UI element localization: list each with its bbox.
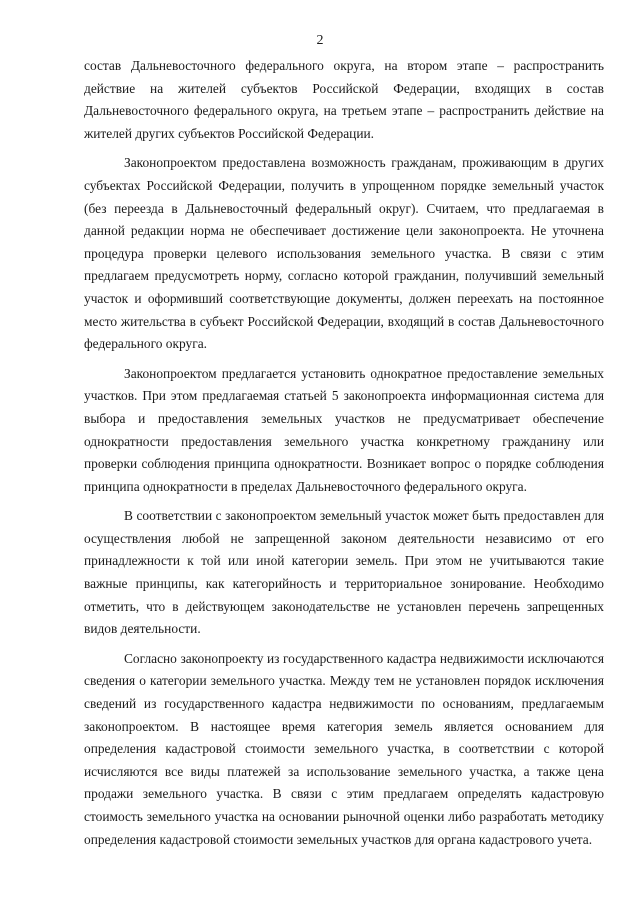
page-number: 2: [316, 33, 324, 48]
paragraph-land-without-relocation: Законопроектом предоставлена возможность гражданам, проживающим в других субъектах Российской Федерации, получить в упрощенном порядке земельный участок (без переезда в Дальневосточный федеральный округ). Считаем, что предлагаемая в данной редакции норма не обеспечивает достижение цели законопроекта. Не уточнена процедура проверки целевого использования земельного участка. В связи с этим предлагаем предусмотреть норму, согласно которой гражданин, получивший земельный участок и оформивший соответствующие документы, должен переехать на постоянное место жительства в субъект Российской Федерации, входящий в состав Дальневосточного федерального округа.: [84, 155, 604, 352]
document-body: [84, 55, 604, 858]
paragraph-cadastral-value: Согласно законопроекту из государственного кадастра недвижимости исключаются сведения о категории земельного участка. Между тем не установлен порядок исключения сведений из государственного кадастра недвижимости по основаниям, предлагаемым законопроектом. В настоящее время категория земель является основанием для определения кадастровой стоимости земельного участка, в соответствии с которой исчисляются все виды платежей за использование земельного участка, а также цена продажи земельного участка. В связи с этим предлагаем определять кадастровую стоимость земельного участка на основании рыночной оценки либо разработать методику определения кадастровой стоимости земельных участков для органа кадастрового учета.: [84, 650, 604, 847]
paragraph-permitted-use: В соответствии с законопроектом земельный участок может быть предоставлен для осуществления любой не запрещенной законом деятельности независимо от его принадлежности к той или иной категории земель. При этом не учитываются такие важные принципы, как категорийность и территориальное зонирование. Необходимо отметить, что в действующем законодательстве не установлен перечень запрещенных видов деятельности.: [84, 508, 604, 637]
paragraph-one-time-provision: Законопроектом предлагается установить однократное предоставление земельных участков. При этом предлагаемая статьей 5 законопроекта информационная система для выбора и предоставления земельных участков не предусматривает обеспечение однократности предоставления земельного участка конкретному гражданину или проверки соблюдения принципа однократности. Возникает вопрос о порядке соблюдения принципа однократности в пределах Дальневосточного федерального округа.: [84, 365, 604, 494]
paragraph-continuation: состав Дальневосточного федерального округа, на втором этапе – распространить действие на жителей субъектов Российской Федерации, входящих в состав Дальневосточного федерального округа, на третьем этапе – распространить действие на жителей других субъектов Российской Федерации.: [84, 58, 604, 141]
